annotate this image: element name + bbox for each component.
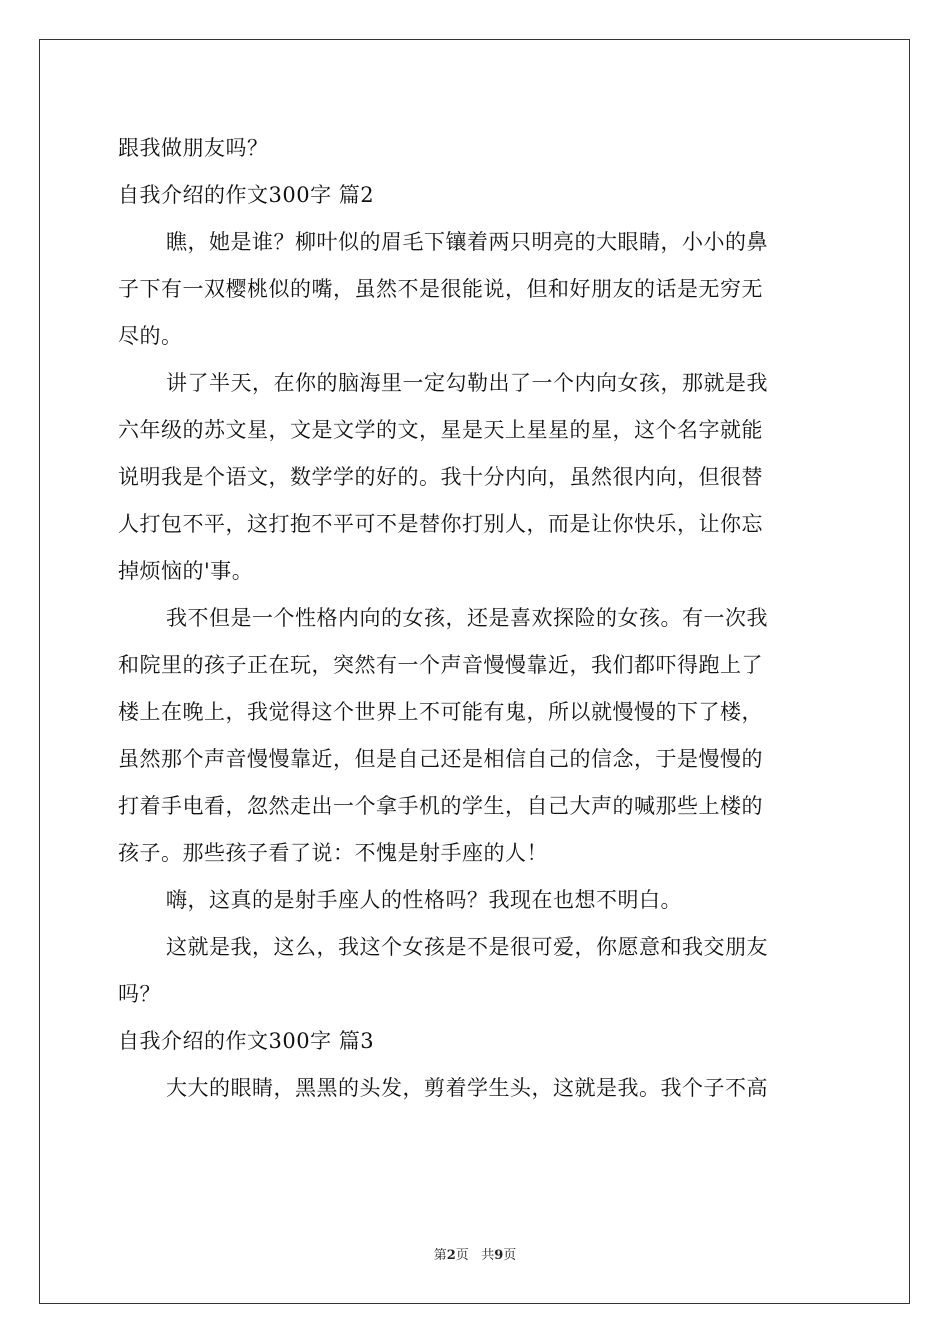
text-line-10: 掉烦恼的'事。 bbox=[118, 559, 254, 583]
text-line-9: 人打包不平，这打抱不平可不是替你打别人，而是让你快乐，让你忘 bbox=[118, 512, 763, 536]
text-line-3: 瞧，她是谁？柳叶似的眉毛下镶着两只明亮的大眼睛，小小的鼻 bbox=[166, 230, 768, 254]
text-line-18: 这就是我，这么，我这个女孩是不是很可爱，你愿意和我交朋友 bbox=[166, 935, 768, 959]
text-line-5: 尽的。 bbox=[118, 324, 183, 348]
section-heading-2: 自我介绍的作文300字 篇2 bbox=[118, 183, 375, 207]
text-line-17: 嗨，这真的是射手座人的性格吗？我现在也想不明白。 bbox=[166, 888, 682, 912]
text-line-21: 大大的眼睛，黑黑的头发，剪着学生头，这就是我。我个子不高 bbox=[166, 1076, 768, 1100]
footer-total-suffix: 页 bbox=[503, 1248, 517, 1263]
text-line-7: 六年级的苏文星，文是文学的文，星是天上星星的星，这个名字就能 bbox=[118, 418, 763, 442]
text-line-4: 子下有一双樱桃似的嘴，虽然不是很能说，但和好朋友的话是无穷无 bbox=[118, 277, 763, 301]
text-line-15: 打着手电看，忽然走出一个拿手机的学生，自己大声的喊那些上楼的 bbox=[118, 794, 763, 818]
text-line-12: 和院里的孩子正在玩，突然有一个声音慢慢靠近，我们都吓得跑上了 bbox=[118, 653, 763, 677]
text-line-19: 吗？ bbox=[118, 982, 161, 1006]
footer-current-page: 2 bbox=[446, 1248, 456, 1263]
footer-prefix: 第 bbox=[433, 1248, 447, 1263]
text-line-14: 虽然那个声音慢慢靠近，但是自己还是相信自己的信念，于是慢慢的 bbox=[118, 747, 763, 771]
text-line-8: 说明我是个语文，数学学的好的。我十分内向，虽然很内向，但很替 bbox=[118, 465, 763, 489]
text-line-6: 讲了半天，在你的脑海里一定勾勒出了一个内向女孩，那就是我 bbox=[166, 371, 768, 395]
text-line-1: 跟我做朋友吗？ bbox=[118, 136, 269, 160]
text-line-11: 我不但是一个性格内向的女孩，还是喜欢探险的女孩。有一次我 bbox=[166, 606, 768, 630]
section-heading-3: 自我介绍的作文300字 篇3 bbox=[118, 1029, 375, 1053]
footer-total-prefix: 共 bbox=[481, 1248, 495, 1263]
footer-total-pages: 9 bbox=[494, 1248, 504, 1263]
footer-page-suffix: 页 bbox=[455, 1248, 469, 1263]
page-footer bbox=[0, 1247, 950, 1265]
text-line-16: 孩子。那些孩子看了说：不愧是射手座的人！ bbox=[118, 841, 548, 865]
document-body bbox=[118, 125, 834, 1112]
text-line-13: 楼上在晚上，我觉得这个世界上不可能有鬼，所以就慢慢的下了楼， bbox=[118, 700, 763, 724]
